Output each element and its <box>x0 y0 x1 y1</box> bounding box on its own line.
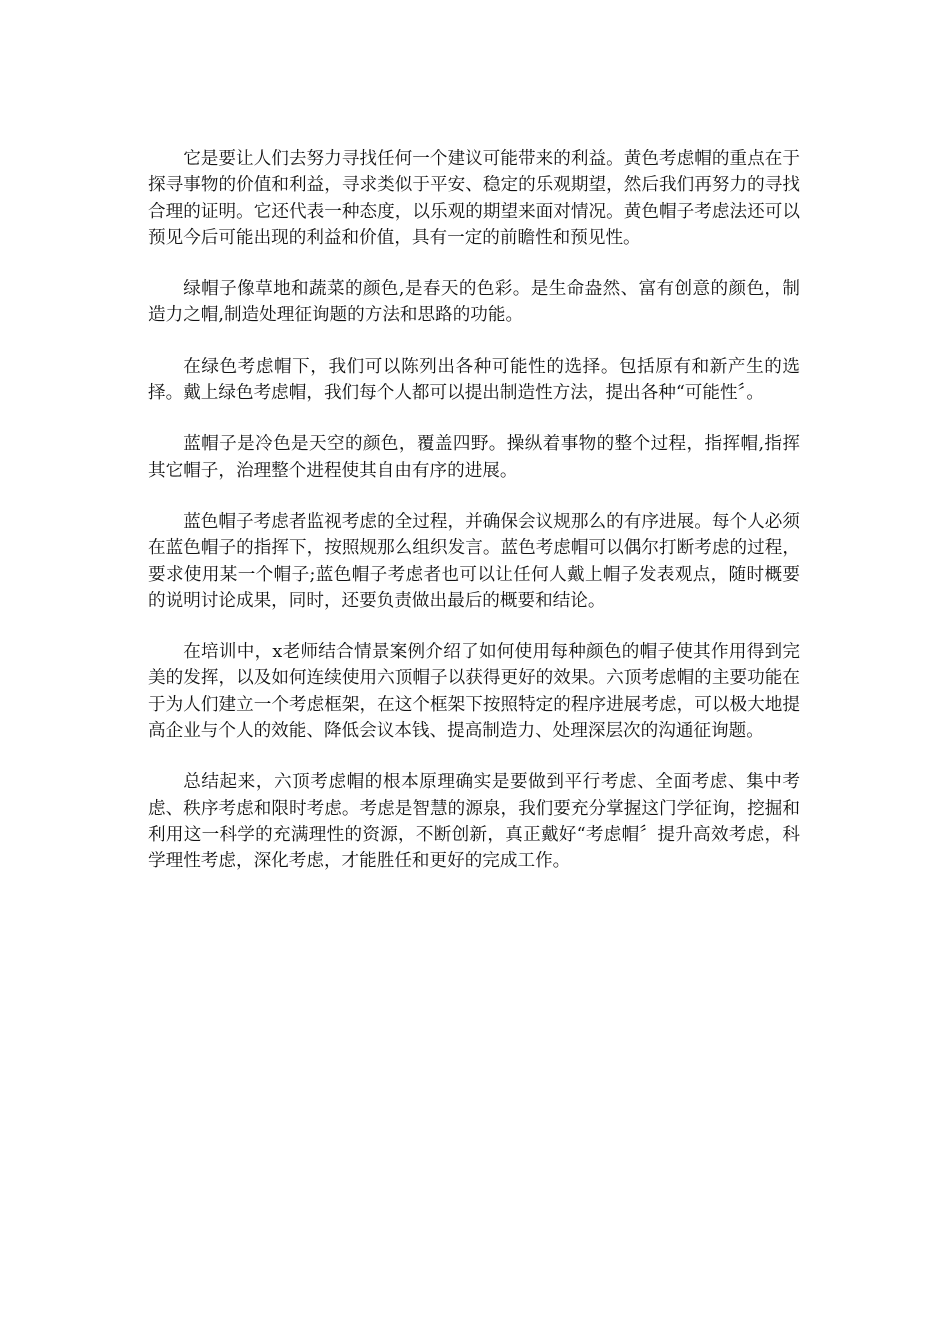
paragraph-blue-hat-intro: 蓝帽子是冷色是天空的颜色，覆盖四野。操纵着事物的整个过程，指挥帽,指挥其它帽子，治理整个进程使其自由有序的进展。 <box>148 434 800 481</box>
document-body <box>148 146 800 900</box>
paragraph-yellow-hat-benefits: 它是要让人们去努力寻找任何一个建议可能带来的利益。黄色考虑帽的重点在于探寻事物的价值和利益，寻求类似于平安、稳定的乐观期望，然后我们再努力的寻找合理的证明。它还代表一种态度，以乐观的期望来面对情况。黄色帽子考虑法还可以预见今后可能出现的利益和价值，具有一定的前瞻性和预见性。 <box>148 149 800 248</box>
paragraph-summary: 总结起来，六顶考虑帽的根本原理确实是要做到平行考虑、全面考虑、集中考虑、秩序考虑和限时考虑。考虑是智慧的源泉，我们要充分掌握这门学征询，挖掘和利用这一科学的充满理性的资源，不断创新，真正戴好“考虑帽〞提升高效考虑，科学理性考虑，深化考虑，才能胜任和更好的完成工作。 <box>148 772 800 872</box>
paragraph-training: 在培训中，x老师结合情景案例介绍了如何使用每种颜色的帽子使其作用得到完美的发挥，以及如何连续使用六顶帽子以获得更好的效果。六顶考虑帽的主要功能在于为人们建立一个考虑框架，在这个框架下按照特定的程序进展考虑，可以极大地提高企业与个人的效能、降低会议本钱、提高制造力、处理深层次的沟通征询题。 <box>148 642 800 742</box>
paragraph-green-hat-intro: 绿帽子像草地和蔬菜的颜色,是春天的色彩。是生命盎然、富有创意的颜色，制造力之帽,制造处理征询题的方法和思路的功能。 <box>148 279 800 326</box>
paragraph-blue-hat-thinker: 蓝色帽子考虑者监视考虑的全过程，并确保会议规那么的有序进展。每个人必须在蓝色帽子的指挥下，按照规那么组织发言。蓝色考虑帽可以偶尔打断考虑的过程，要求使用某一个帽子;蓝色帽子考虑者也可以让任何人戴上帽子发表观点，随时概要的说明讨论成果，同时，还要负责做出最后的概要和结论。 <box>148 511 800 611</box>
paragraph-green-hat-options: 在绿色考虑帽下，我们可以陈列出各种可能性的选择。包括原有和新产生的选择。戴上绿色考虑帽，我们每个人都可以提出制造性方法，提出各种“可能性〞。 <box>148 356 800 404</box>
